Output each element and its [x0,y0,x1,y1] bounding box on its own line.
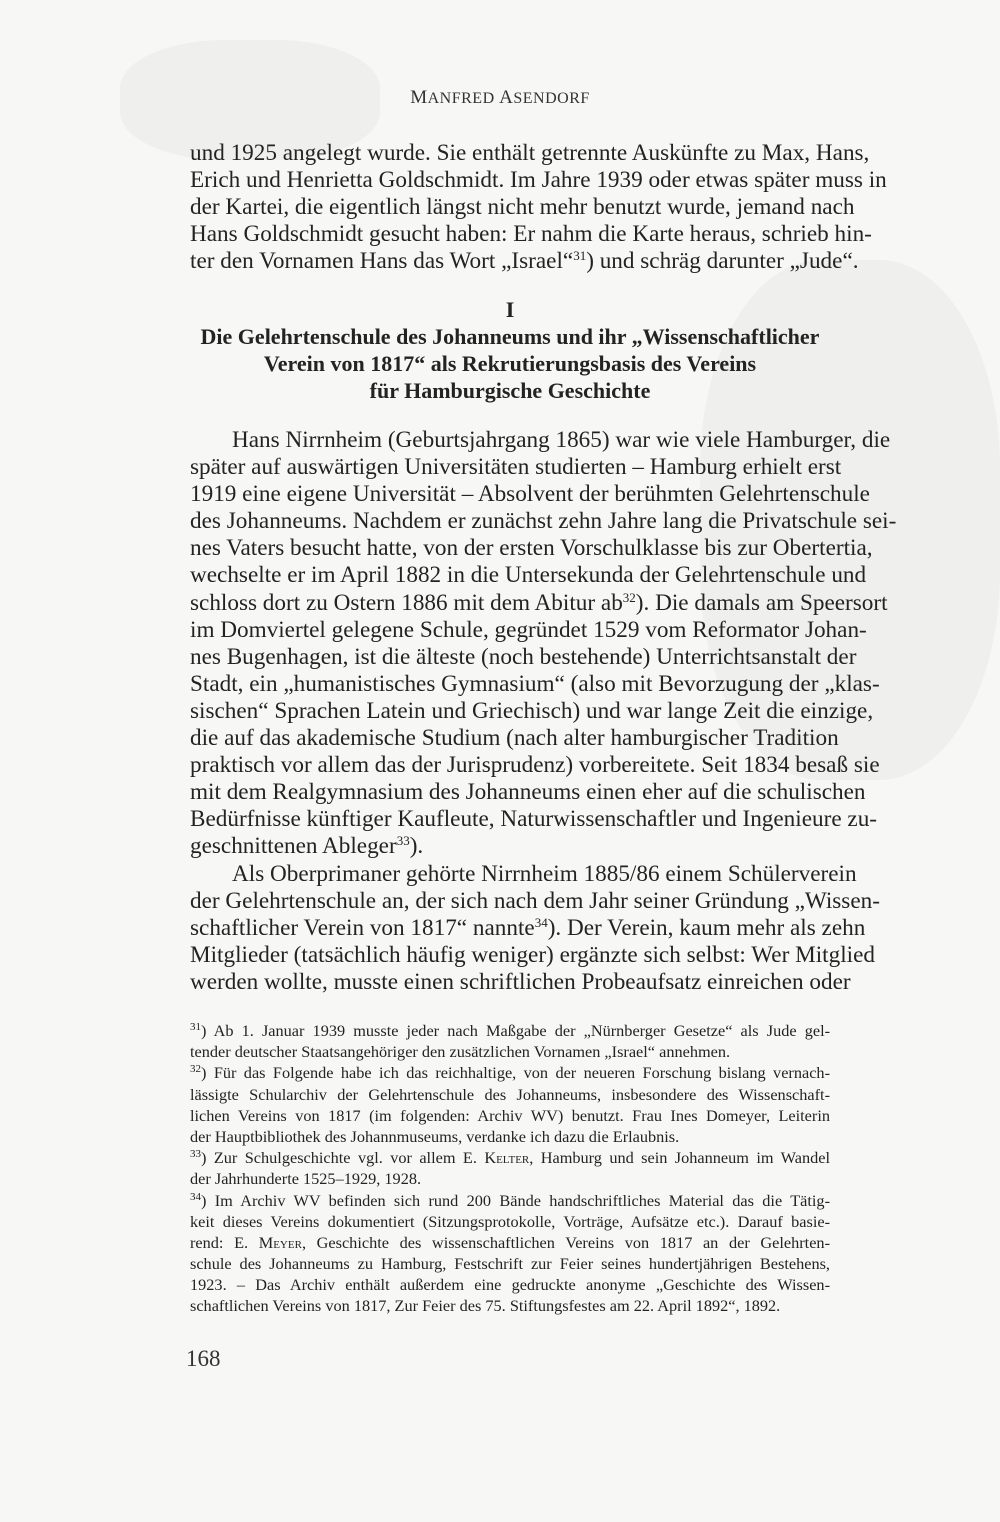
footnote-line: rend: E. Meyer, Geschichte des wissenschaftlichen Vereins von 1817 an der Gelehrten- [190,1232,830,1252]
text-line: schloss dort zu Ostern 1886 mit dem Abitur $ab^{32}$). Die damals am Speersort [190,589,888,616]
text-line: und 1925 angelegt wurde. Sie enthält getrennte Auskünfte zu Max, Hans, [190,140,870,166]
footnote-line: schaftlichen Vereins von 1817, Zur Feier des 75. Stiftungsfestes am 22. April 1892“, 1892. [190,1296,781,1316]
footnote-ref: 32 [622,589,636,605]
section-numeral: I [505,297,515,322]
text-line: Als Oberprimaner gehörte Nirrnheim 1885/86 einem Schülerverein [232,860,857,887]
text-line: später auf auswärtigen Universitäten studierten – Hamburg erhielt erst [190,454,842,481]
text-line: nes Bugenhagen, ist die älteste (noch bestehende) Unterrichtsanstalt der [190,643,857,670]
footnote-ref: 31 [573,248,587,264]
footnote-line: 1923. – Das Archiv enthält außerdem eine gedruckte anonyme „Geschichte des Wissen- [190,1275,830,1295]
footnote-line: tender deutscher Staatsangehöriger den zusätzlichen Vornamen „Israel“ annehmen. [190,1042,731,1062]
section-title-line: Die Gelehrtenschule des Johanneums und ihr „Wissenschaftlicher [200,324,820,350]
text-line: Bedürfnisse künftiger Kaufleute, Naturwissenschaftler und Ingenieure zu- [190,806,878,833]
text-line: mit dem Realgymnasium des Johanneums einen eher auf die schulischen [190,779,866,806]
footnote-line: keit dieses Vereins dokumentiert (Sitzungsprotokolle, Vorträge, Aufsätze etc.). Darauf basie- [190,1211,830,1231]
text-line: wechselte er im April 1882 in die Untersekunda der Gelehrtenschule und [190,562,867,589]
text-line: die auf das akademische Studium (nach alter hamburgischer Tradition [190,725,839,752]
text-line: nes Vaters besucht hatte, von der ersten Vorschulklasse bis zur Obertertia, [190,535,873,562]
footnote-32: $^{32}$) Für das Folgende habe ich das reichhaltige, von der neueren Forschung bislang vernach- [190,1063,830,1083]
text-line: der Kartei, die eigentlich längst nicht mehr benutzt wurde, jemand nach [190,194,855,221]
footnote-line: lichen Vereins von 1817 (im folgenden: Archiv WV) benutzt. Frau Ines Domeyer, Leiterin [190,1105,830,1125]
text-line: Mitglieder (tatsächlich häufig weniger) ergänzte sich selbst: Wer Mitglied [190,941,875,968]
text-line: im Domviertel gelegene Schule, gegründet 1529 vom Reformator Johan- [190,616,867,643]
text-line: Erich und Henrietta Goldschmidt. Im Jahre 1939 oder etwas später muss in [190,167,887,194]
text-line: Hans Goldschmidt gesucht haben: Er nahm die Karte heraus, schrieb hin- [190,221,872,248]
footnote-line: schule des Johanneums zu Hamburg, Festschrift zur Feier seines hundertjährigen Bestehens, [190,1254,830,1274]
body-top [190,140,887,275]
text-line: werden wollte, musste einen schriftlichen Probeaufsatz einreichen oder [190,968,851,995]
text-line: des Johanneums. Nachdem er zunächst zehn Jahre lang die Privatschule sei- [190,508,897,535]
text-line: 1919 eine eigene Universität – Absolvent der berühmten Gelehrtenschule [190,481,870,508]
section-heading [190,296,830,404]
footnote-31: $^{31}$) Ab 1. Januar 1939 musste jeder nach Maßgabe der „Nürnberger Gesetze“ als Jude gel- [190,1021,831,1040]
text-line: praktisch vor allem das der Jurisprudenz) vorbereitete. Seit 1834 besaß sie [190,752,880,779]
body-main [190,427,897,996]
section-title-line: Verein von 1817“ als Rekrutierungsbasis des Vereins [263,351,757,377]
footnotes [190,1020,830,1317]
text-line: der Gelehrtenschule an, der sich nach dem Jahr seiner Gründung „Wissen- [190,887,880,914]
footnote-line: lässigte Schularchiv der Gelehrtenschule des Johanneums, insbesondere des Wissenschaft- [190,1084,830,1104]
text-line: Hans Nirrnheim (Geburtsjahrgang 1865) war wie viele Hamburger, die [232,427,891,453]
footnote-33: $^{33}$) Zur Schulgeschichte vgl. vor allem E. Kelter, Hamburg und sein Johanneum im Wandel [190,1148,830,1168]
text-line: ter den Vornamen Hans das Wort „Israel“$^{31}$) und schräg darunter „Jude“. [190,248,859,275]
running-head: MANFRED ASENDORF [410,87,590,108]
text-line: geschnittenen Ableger$^{33}$). [190,833,424,860]
text-line: sischen“ Sprachen Latein und Griechisch) und war lange Zeit die einzige, [190,697,874,724]
footnote-34: $^{34}$) Im Archiv WV befinden sich rund 200 Bände handschriftliches Material das die Tätig- [190,1190,830,1210]
footnote-line: der Hauptbibliothek des Johannmuseums, verdanke ich dazu die Erlaubnis. [190,1126,680,1146]
section-title-line: für Hamburgische Geschichte [369,378,651,404]
footnote-ref: 34 [534,914,548,930]
text-line: Stadt, ein „humanistisches Gymnasium“ (also mit Bevorzugung der „klas- [190,670,880,697]
footnote-ref: 33 [396,833,410,849]
text-line: schaftlicher Verein von 1817“ nannte$^{34}$). Der Verein, kaum mehr als zehn [190,914,866,941]
footnote-line: der Jahrhunderte 1525–1929, 1928. [190,1169,422,1189]
page-number: 168 [186,1346,221,1371]
